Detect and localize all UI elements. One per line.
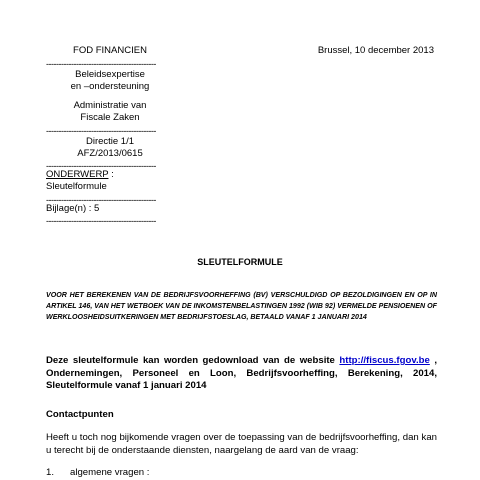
subject-separator: : [108,169,114,180]
directie: Directie 1/1 [85,136,135,147]
document-title: SLEUTELFORMULE [197,257,283,267]
list-number: 1. [46,467,55,478]
administration-line-2: Fiscale Zaken [80,112,140,123]
divider: -------------------------------------------- [46,127,156,135]
divider: -------------------------------------------- [46,217,156,225]
download-text-pre: Deze sleutelformule kan worden gedownload van de website [46,355,340,366]
reference-number: AFZ/2013/0615 [77,148,143,159]
website-link[interactable]: http://fiscus.fgov.be [339,355,430,366]
department-line-1: Beleidsexpertise [75,69,145,80]
document-date: Brussel, 10 december 2013 [317,45,434,56]
document-subtitle: VOOR HET BEREKENEN VAN DE BEDRIJFSVOORHEFFING (BV) VERSCHULDIGD OP BEZOLDIGINGEN EN OP IN ARTIKEL 146, VAN HET WETBOEK VAN DE INKOMSTENBELASTINGEN 1992 (WIB 92) VERMELDE PENSIOENEN OF WERKLOOSHEIDSUITKERINGEN MET BEDRIJFSTOESLAG, BETAALD VANAF 1 JANUARI 2014 [46,291,437,321]
divider: -------------------------------------------- [46,196,156,204]
download-text-post: , Ondernemingen, Personeel en Loon, Bedrijfsvoorheffing, Berekening, 2014, Sleutelformule vanaf 1 januari 2014 [46,355,437,391]
subject-label: ONDERWERP [46,169,109,180]
list-item-text: algemene vragen : [70,467,150,478]
department-line-2: en –ondersteuning [70,81,150,92]
attachments: Bijlage(n) : 5 [46,203,100,214]
download-paragraph [46,355,437,393]
org-name: FOD FINANCIEN [73,45,147,56]
subject-label-line [46,169,186,181]
divider: -------------------------------------------- [46,60,156,68]
administration-line-1: Administratie van [73,100,147,111]
subject-value: Sleutelformule [46,181,107,192]
intro-paragraph: Heeft u toch nog bijkomende vragen over de toepassing van de bedrijfsvoorheffing, dan kan u terecht bij de onderstaande diensten, naargelang de aard van de vraag: [46,432,437,456]
divider: -------------------------------------------- [46,162,156,170]
section-title: Contactpunten [46,409,114,420]
